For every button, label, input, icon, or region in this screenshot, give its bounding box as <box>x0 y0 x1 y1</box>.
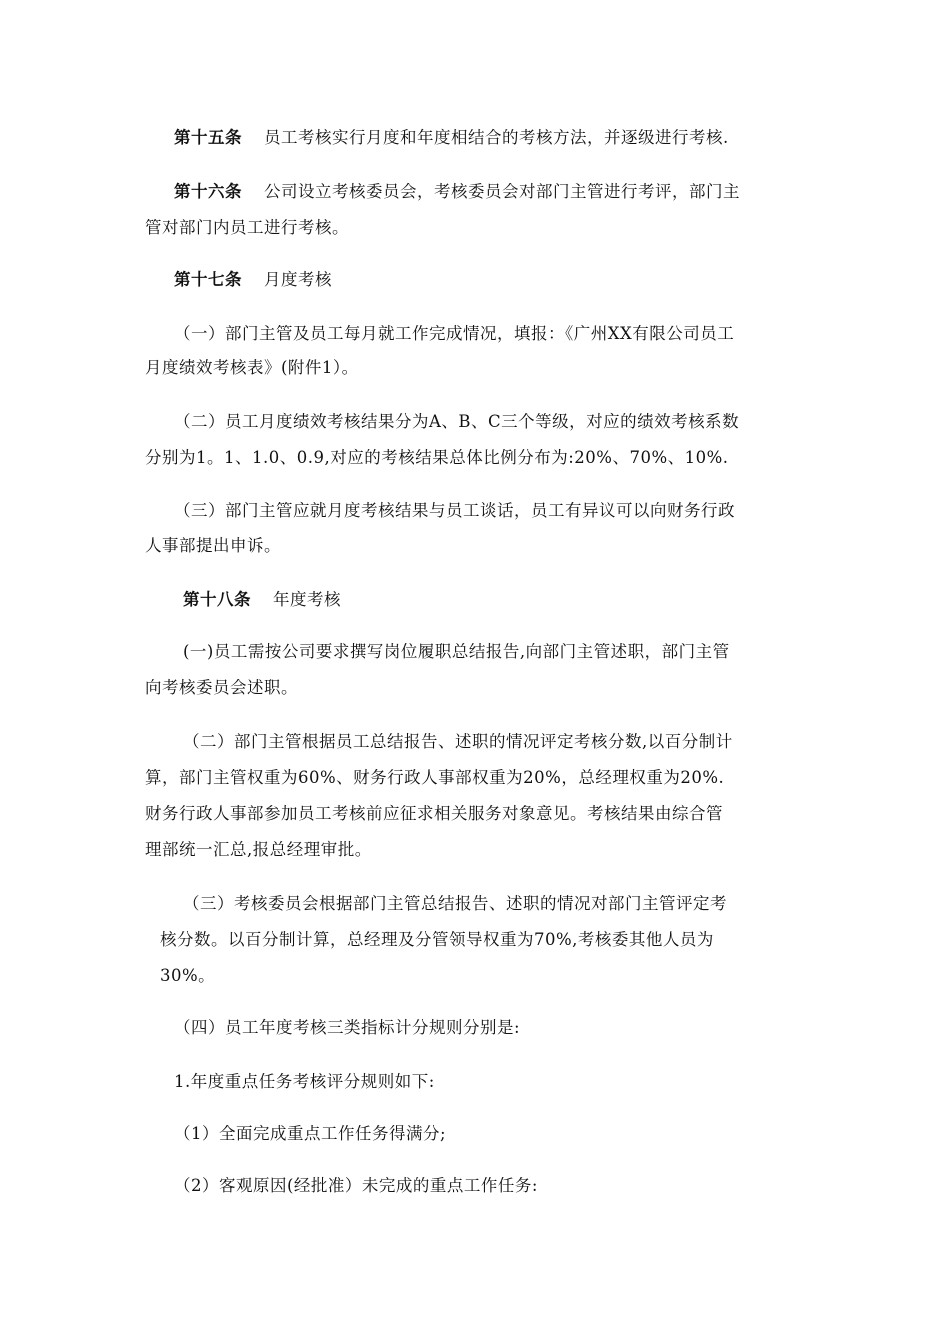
paragraph-text: 算，部门主管权重为60%、财务行政人事部权重为20%，总经理权重为20%. <box>145 768 725 787</box>
paragraph-text: 30%。 <box>160 966 216 985</box>
paragraph-text: 员工考核实行月度和年度相结合的考核方法，并逐级进行考核. <box>264 128 729 147</box>
article-number: 第十七条 <box>174 270 242 289</box>
article-number: 第十五条 <box>174 128 242 147</box>
paragraph-text: (一)员工需按公司要求撰写岗位履职总结报告,向部门主管述职，部门主管 <box>183 642 730 661</box>
paragraph-text: 核分数。以百分制计算，总经理及分管领导权重为70%,考核委其他人员为 <box>160 930 714 949</box>
paragraph-text: 管对部门内员工进行考核。 <box>145 218 349 237</box>
paragraph-text: （二）部门主管根据员工总结报告、述职的情况评定考核分数,以百分制计 <box>183 732 733 751</box>
paragraph-text: 向考核委员会述职。 <box>145 678 298 697</box>
paragraph-text: 月度考核 <box>264 270 332 289</box>
paragraph-text: 财务行政人事部参加员工考核前应征求相关服务对象意见。考核结果由综合管 <box>145 804 723 823</box>
paragraph-text: 年度考核 <box>273 590 341 609</box>
paragraph-text: （二）员工月度绩效考核结果分为A、B、C三个等级，对应的绩效考核系数 <box>174 412 740 431</box>
article-number: 第十六条 <box>174 182 242 201</box>
paragraph-text: （三）部门主管应就月度考核结果与员工谈话，员工有异议可以向财务行政 <box>174 501 735 520</box>
paragraph-text: 分别为1。1、1.0、0.9,对应的考核结果总体比例分布为:20%、70%、10%. <box>145 448 729 467</box>
paragraph-text: （1）全面完成重点工作任务得满分; <box>174 1124 447 1143</box>
article-17 <box>174 270 332 290</box>
paragraph-text: 人事部提出申诉。 <box>145 536 281 555</box>
article-18 <box>183 590 341 610</box>
paragraph-text: 理部统一汇总,报总经理审批。 <box>145 840 372 859</box>
paragraph-text: 1.年度重点任务考核评分规则如下: <box>174 1072 435 1091</box>
article-number: 第十八条 <box>183 590 251 609</box>
paragraph-text: （四）员工年度考核三类指标计分规则分别是: <box>174 1018 521 1037</box>
paragraph-text: （一）部门主管及员工每月就工作完成情况，填报：《广州XX有限公司员工 <box>174 324 735 343</box>
paragraph-text: 公司设立考核委员会，考核委员会对部门主管进行考评，部门主 <box>264 182 740 201</box>
article-16 <box>174 182 740 202</box>
paragraph-text: （三）考核委员会根据部门主管总结报告、述职的情况对部门主管评定考 <box>183 894 727 913</box>
paragraph-text: （2）客观原因(经批准）未完成的重点工作任务: <box>174 1176 538 1195</box>
paragraph-text: 月度绩效考核表》(附件1）。 <box>145 358 359 377</box>
article-15 <box>174 128 729 148</box>
